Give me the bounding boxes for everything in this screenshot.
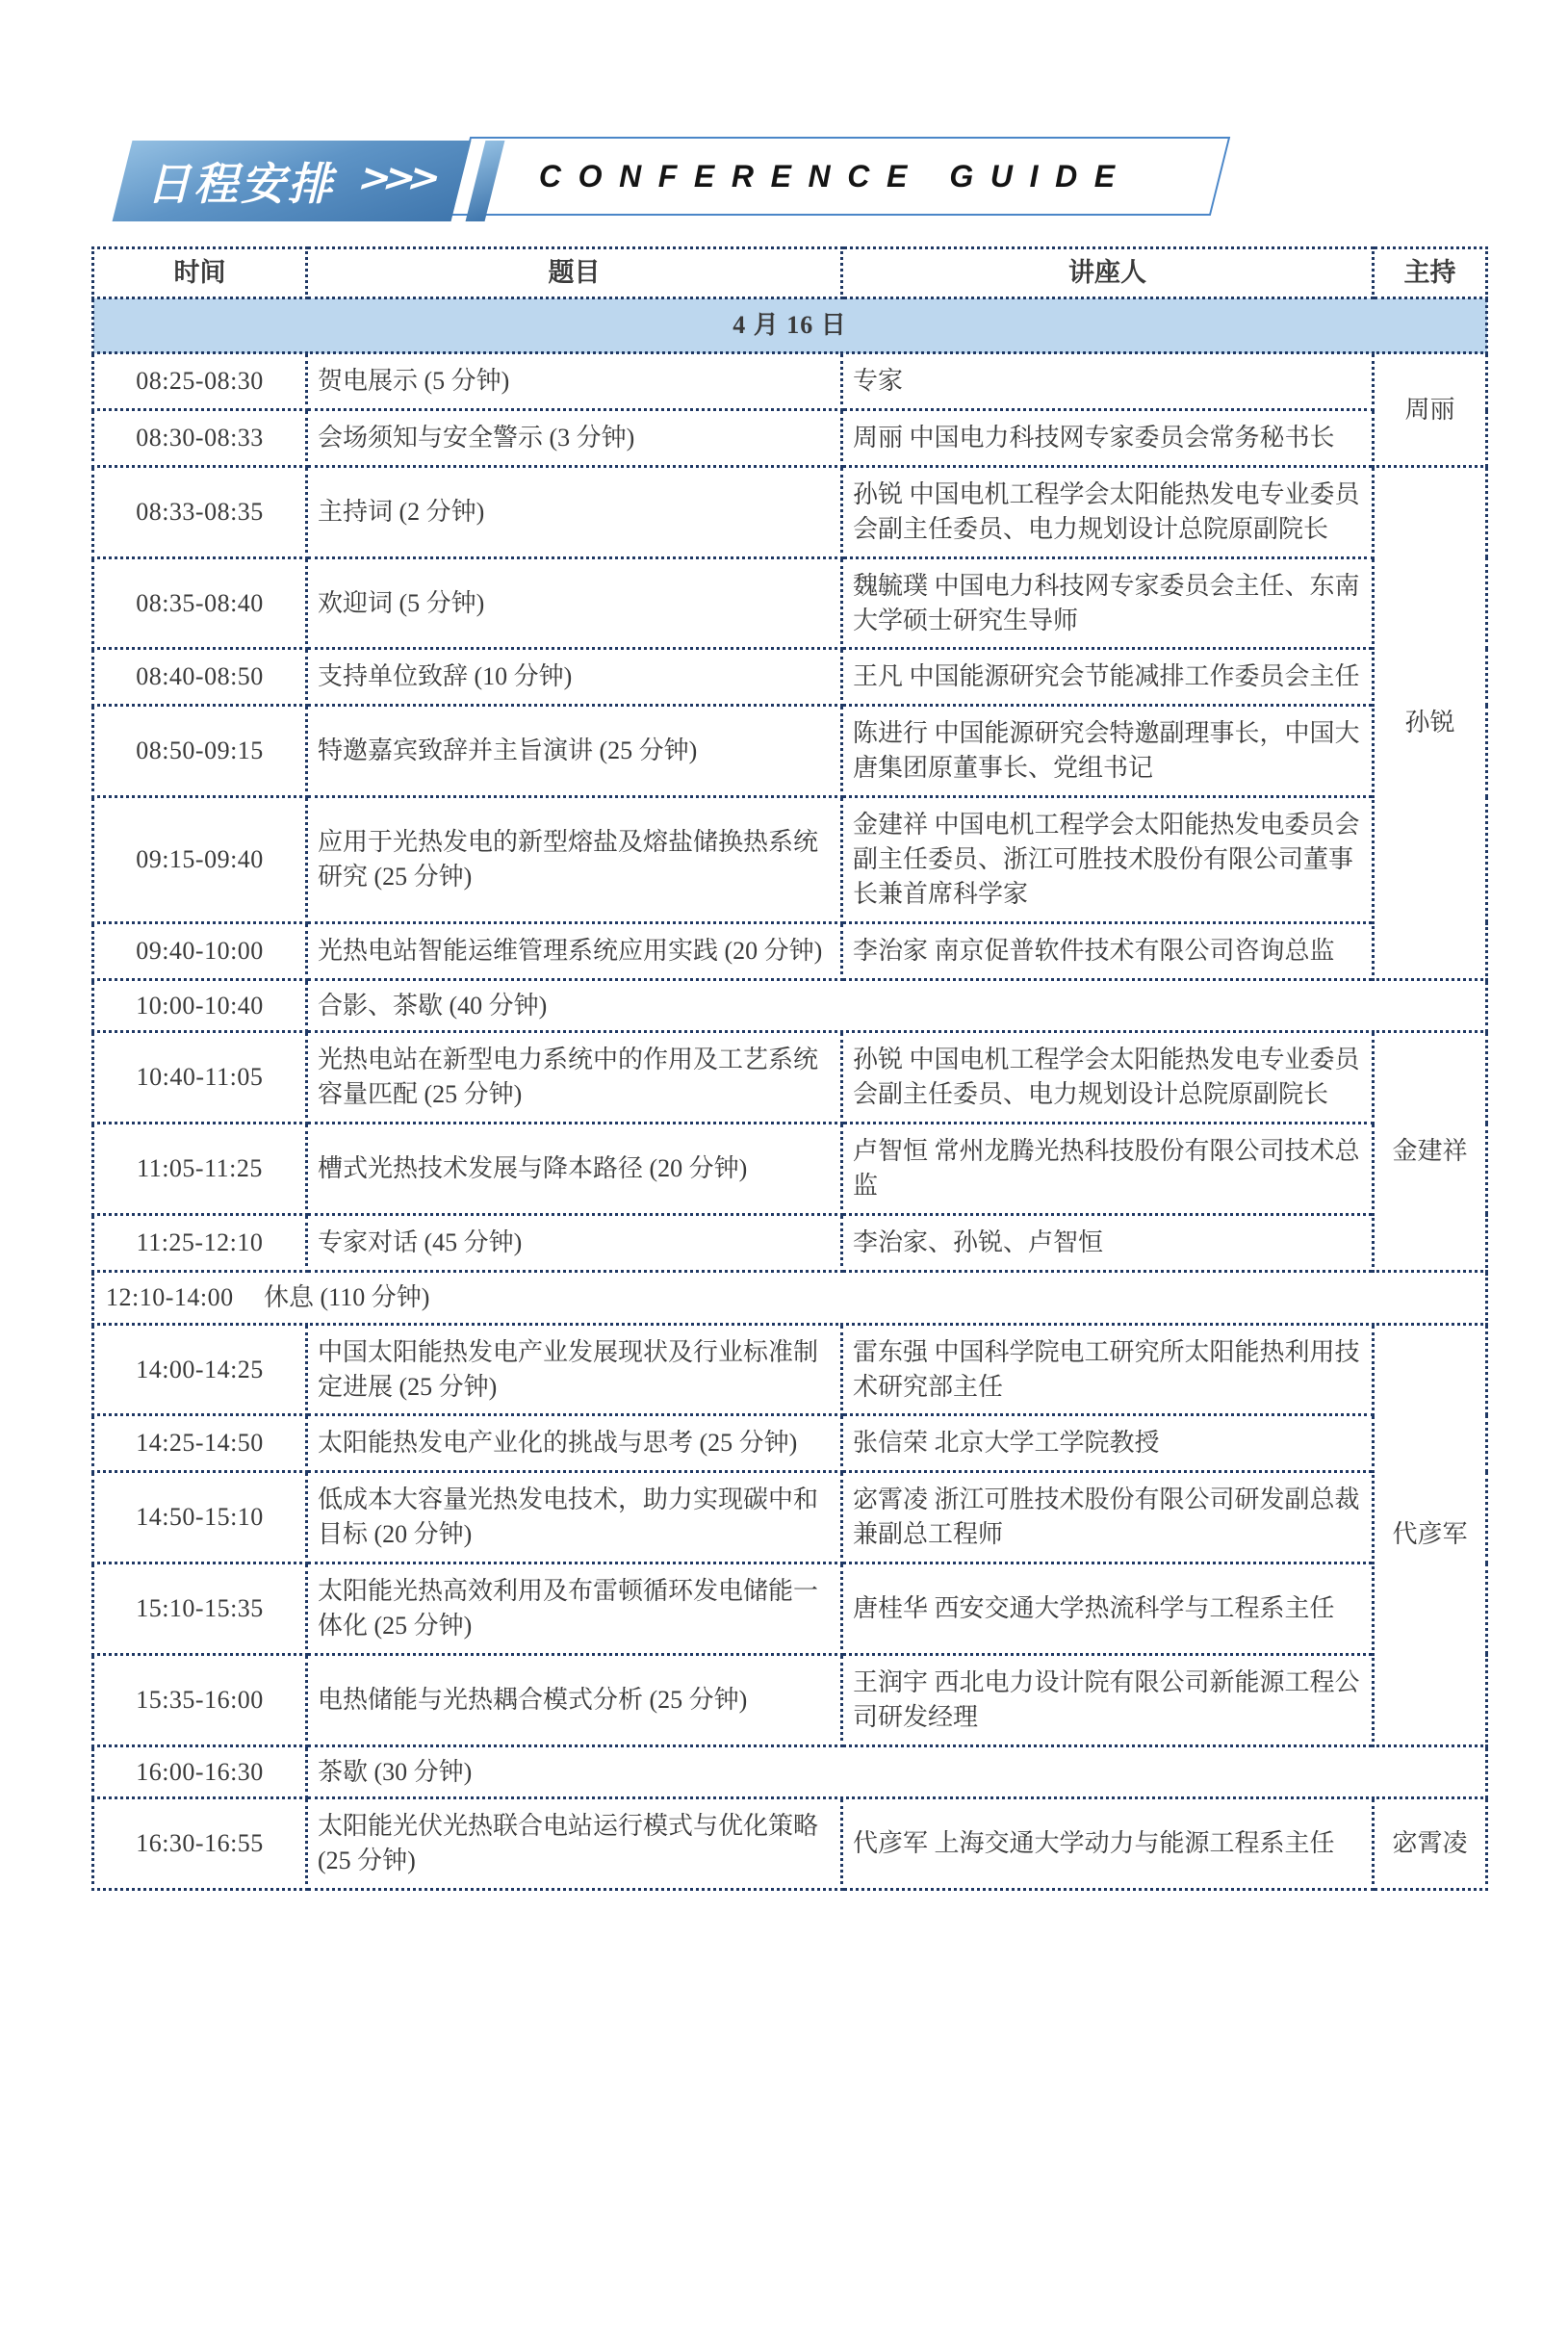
topic-cell: 低成本大容量光热发电技术，助力实现碳中和目标 (20 分钟) [307,1472,842,1563]
time-cell: 15:10-15:35 [93,1563,307,1655]
table-row [93,1472,1487,1563]
host-cell: 宓霄凌 [1374,1798,1487,1890]
speaker-cell: 李治家 南京促普软件技术有限公司咨询总监 [842,922,1374,979]
time-label: 12:10-14:00 [106,1282,234,1311]
table-row [93,922,1487,979]
table-row [93,1324,1487,1415]
time-cell: 10:00-10:40 [93,979,307,1032]
topic-cell: 欢迎词 (5 分钟) [307,557,842,649]
banner-title: 日程安排 [143,160,346,209]
speaker-cell: 王凡 中国能源研究会节能减排工作委员会主任 [842,649,1374,706]
break-cell: 茶歇 (30 分钟) [307,1745,1487,1798]
topic-cell: 应用于光热发电的新型熔盐及熔盐储换热系统研究 (25 分钟) [307,797,842,923]
schedule-table [91,246,1488,1891]
table-row [93,1271,1487,1324]
session-break-cell [93,1271,1487,1324]
time-cell: 16:00-16:30 [93,1745,307,1798]
speaker-cell: 孙锐 中国电机工程学会太阳能热发电专业委员会副主任委员、电力规划设计总院原副院长 [842,466,1374,557]
topic-cell: 贺电展示 (5 分钟) [307,353,842,410]
column-header: 时间 [93,248,307,298]
time-cell: 08:25-08:30 [93,353,307,410]
topic-cell: 中国太阳能热发电产业发展现状及行业标准制定进展 (25 分钟) [307,1324,842,1415]
time-cell: 11:05-11:25 [93,1124,307,1215]
topic-cell: 太阳能光伏光热联合电站运行模式与优化策略 (25 分钟) [307,1798,842,1890]
date-row [93,298,1487,353]
speaker-cell: 李治家、孙锐、卢智恒 [842,1214,1374,1271]
host-cell: 金建祥 [1374,1032,1487,1271]
time-cell: 08:50-09:15 [93,706,307,797]
host-cell: 代彦军 [1374,1324,1487,1745]
time-cell: 11:25-12:10 [93,1214,307,1271]
table-row [93,1745,1487,1798]
time-cell: 08:40-08:50 [93,649,307,706]
break-cell: 合影、茶歇 (40 分钟) [307,979,1487,1032]
table-row [93,466,1487,557]
schedule-title-banner [113,141,472,221]
table-row [93,1654,1487,1745]
table-row [93,797,1487,923]
speaker-cell: 专家 [842,353,1374,410]
table-row [93,1798,1487,1890]
topic-cell: 光热电站在新型电力系统中的作用及工艺系统容量匹配 (25 分钟) [307,1032,842,1124]
speaker-cell: 代彦军 上海交通大学动力与能源工程系主任 [842,1798,1374,1890]
table-row [93,1415,1487,1472]
speaker-cell: 唐桂华 西安交通大学热流科学与工程系主任 [842,1563,1374,1655]
break-label: 休息 (110 分钟) [264,1282,430,1311]
time-cell: 08:33-08:35 [93,466,307,557]
conference-guide-banner [450,137,1230,216]
time-cell: 10:40-11:05 [93,1032,307,1124]
table-row [93,557,1487,649]
table-row [93,649,1487,706]
topic-cell: 会场须知与安全警示 (3 分钟) [307,410,842,467]
table-row [93,1124,1487,1215]
table-row [93,1032,1487,1124]
time-cell: 15:35-16:00 [93,1654,307,1745]
time-cell: 09:40-10:00 [93,922,307,979]
time-cell: 08:30-08:33 [93,410,307,467]
speaker-cell: 张信荣 北京大学工学院教授 [842,1415,1374,1472]
time-cell: 14:00-14:25 [93,1324,307,1415]
table-row [93,410,1487,467]
chevrons-icon: >>> [353,156,439,200]
time-cell: 09:15-09:40 [93,797,307,923]
topic-cell: 槽式光热技术发展与降本路径 (20 分钟) [307,1124,842,1215]
topic-cell: 支持单位致辞 (10 分钟) [307,649,842,706]
topic-cell: 特邀嘉宾致辞并主旨演讲 (25 分钟) [307,706,842,797]
topic-cell: 太阳能光热高效利用及布雷顿循环发电储能一体化 (25 分钟) [307,1563,842,1655]
time-cell: 14:25-14:50 [93,1415,307,1472]
host-cell: 周丽 [1374,353,1487,467]
speaker-cell: 陈进行 中国能源研究会特邀副理事长，中国大唐集团原董事长、党组书记 [842,706,1374,797]
date-header: 4 月 16 日 [93,298,1487,353]
table-row [93,1563,1487,1655]
time-cell: 08:35-08:40 [93,557,307,649]
topic-cell: 太阳能热发电产业化的挑战与思考 (25 分钟) [307,1415,842,1472]
page-banner [0,133,1568,229]
time-cell: 14:50-15:10 [93,1472,307,1563]
speaker-cell: 周丽 中国电力科技网专家委员会常务秘书长 [842,410,1374,467]
conference-guide-text: CONFERENCE GUIDE [539,158,1132,194]
speaker-cell: 卢智恒 常州龙腾光热科技股份有限公司技术总监 [842,1124,1374,1215]
speaker-cell: 宓霄凌 浙江可胜技术股份有限公司研发副总裁兼副总工程师 [842,1472,1374,1563]
column-header: 主持 [1374,248,1487,298]
time-cell: 16:30-16:55 [93,1798,307,1890]
speaker-cell: 雷东强 中国科学院电工研究所太阳能热利用技术研究部主任 [842,1324,1374,1415]
topic-cell: 光热电站智能运维管理系统应用实践 (20 分钟) [307,922,842,979]
speaker-cell: 魏毓璞 中国电力科技网专家委员会主任、东南大学硕士研究生导师 [842,557,1374,649]
column-header: 讲座人 [842,248,1374,298]
topic-cell: 专家对话 (45 分钟) [307,1214,842,1271]
table-row [93,979,1487,1032]
speaker-cell: 孙锐 中国电机工程学会太阳能热发电专业委员会副主任委员、电力规划设计总院原副院长 [842,1032,1374,1124]
speaker-cell: 王润宇 西北电力设计院有限公司新能源工程公司研发经理 [842,1654,1374,1745]
topic-cell: 主持词 (2 分钟) [307,466,842,557]
column-header: 题目 [307,248,842,298]
header-row [93,248,1487,298]
topic-cell: 电热储能与光热耦合模式分析 (25 分钟) [307,1654,842,1745]
table-row [93,706,1487,797]
table-row [93,353,1487,410]
table-row [93,1214,1487,1271]
host-cell: 孙锐 [1374,466,1487,979]
speaker-cell: 金建祥 中国电机工程学会太阳能热发电委员会副主任委员、浙江可胜技术股份有限公司董事长兼首席科学家 [842,797,1374,923]
